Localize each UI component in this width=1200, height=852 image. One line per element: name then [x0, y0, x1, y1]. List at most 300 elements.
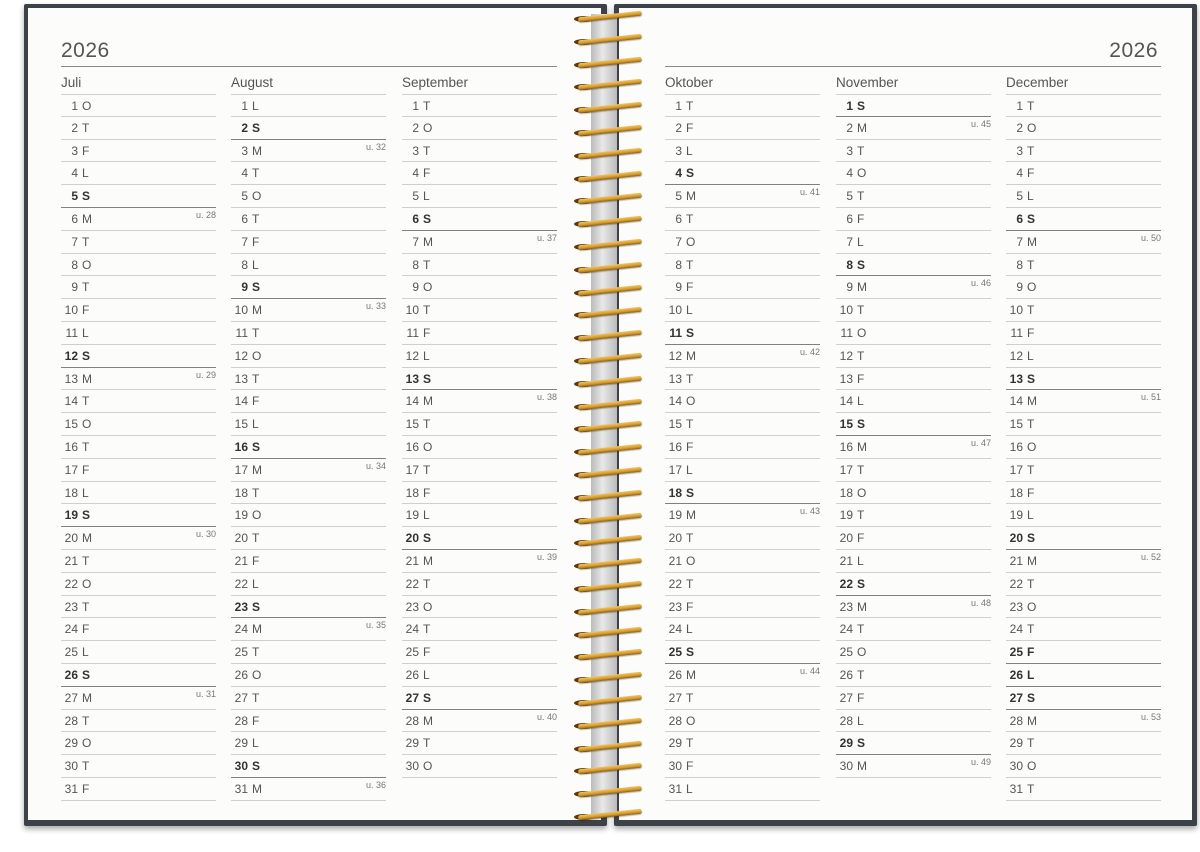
day-number: 21	[668, 553, 682, 568]
day-number: 8	[412, 257, 419, 272]
day-number: 1	[846, 99, 853, 113]
day-row[interactable]	[1006, 390, 1161, 413]
day-row[interactable]	[1006, 276, 1161, 299]
day-row[interactable]	[1006, 162, 1161, 185]
day-row[interactable]	[231, 436, 386, 459]
day-row[interactable]	[402, 459, 557, 482]
day-row[interactable]	[836, 573, 991, 596]
day-row[interactable]	[61, 162, 216, 185]
day-row[interactable]	[61, 208, 216, 231]
day-row[interactable]	[402, 732, 557, 755]
weekday-letter: O	[252, 667, 262, 682]
day-row[interactable]	[1006, 117, 1161, 140]
day-row[interactable]	[61, 459, 216, 482]
day-row[interactable]	[61, 732, 216, 755]
day-row[interactable]	[402, 276, 557, 299]
weekday-letter: L	[252, 576, 259, 591]
weekday-letter: F	[82, 143, 90, 158]
week-number: u. 39	[536, 551, 557, 562]
weekday-letter: T	[686, 576, 694, 591]
day-row[interactable]	[1006, 345, 1161, 368]
weekday-letter: T	[1027, 622, 1035, 637]
day-row[interactable]	[61, 276, 216, 299]
day-row[interactable]	[1006, 231, 1161, 254]
day-number: 2	[1016, 120, 1023, 135]
day-row[interactable]	[665, 504, 820, 527]
day-row[interactable]	[1006, 778, 1161, 801]
day-row[interactable]	[1006, 413, 1161, 436]
day-row[interactable]	[231, 618, 386, 641]
day-row[interactable]	[231, 596, 386, 619]
day-number: 18	[1009, 485, 1023, 500]
day-row[interactable]	[231, 527, 386, 550]
day-row[interactable]	[665, 299, 820, 322]
day-number: 2	[412, 120, 419, 135]
day-row[interactable]	[836, 117, 991, 140]
day-row[interactable]	[836, 459, 991, 482]
weekday-letter: S	[252, 599, 261, 614]
day-row[interactable]	[665, 413, 820, 436]
day-number: 25	[839, 645, 853, 660]
day-row[interactable]	[665, 482, 820, 505]
day-row[interactable]	[61, 755, 216, 778]
day-row[interactable]	[402, 413, 557, 436]
day-row[interactable]	[836, 345, 991, 368]
day-row[interactable]	[1006, 140, 1161, 163]
day-number: 11	[840, 325, 853, 340]
day-row[interactable]	[231, 641, 386, 664]
day-row[interactable]	[402, 687, 557, 710]
day-row[interactable]	[402, 345, 557, 368]
weekday-letter: L	[1027, 508, 1034, 523]
day-number: 6	[846, 211, 853, 226]
day-row[interactable]	[1006, 755, 1161, 778]
day-row[interactable]	[402, 254, 557, 277]
day-row[interactable]	[61, 185, 216, 208]
day-number: 23	[668, 599, 682, 614]
day-row[interactable]	[61, 504, 216, 527]
weekday-letter: T	[252, 645, 260, 660]
weekday-letter: S	[857, 417, 866, 432]
week-number: u. 47	[970, 437, 991, 448]
day-row[interactable]	[1006, 208, 1161, 231]
weekday-letter: M	[423, 553, 433, 568]
weekday-letter: F	[686, 280, 694, 295]
day-row[interactable]	[836, 368, 991, 391]
day-number: 3	[846, 143, 853, 158]
day-number: 10	[64, 303, 78, 318]
coil-ring	[574, 14, 644, 23]
day-row[interactable]	[231, 550, 386, 573]
weekday-letter: F	[1027, 645, 1035, 660]
weekday-letter: O	[423, 599, 433, 614]
day-row[interactable]	[665, 732, 820, 755]
week-number: u. 40	[536, 711, 557, 722]
weekday-letter: F	[82, 781, 90, 796]
day-number: 24	[405, 622, 419, 637]
day-row[interactable]	[231, 94, 386, 117]
day-row[interactable]	[61, 710, 216, 733]
day-number: 14	[405, 394, 419, 409]
day-row[interactable]	[665, 550, 820, 573]
day-row[interactable]	[231, 140, 386, 163]
month-name: November	[836, 75, 899, 90]
day-row[interactable]	[836, 732, 991, 755]
day-row[interactable]	[231, 778, 386, 801]
day-row[interactable]	[836, 550, 991, 573]
weekday-letter: T	[1027, 417, 1035, 432]
weekday-letter: T	[82, 234, 90, 249]
day-row[interactable]	[231, 299, 386, 322]
weekday-letter: T	[686, 417, 694, 432]
coil-ring	[574, 766, 644, 775]
day-row[interactable]	[665, 276, 820, 299]
day-row[interactable]	[231, 413, 386, 436]
day-number: 9	[675, 280, 682, 295]
day-row[interactable]	[61, 299, 216, 322]
day-row[interactable]	[231, 459, 386, 482]
day-number: 19	[234, 508, 248, 523]
day-row[interactable]	[836, 504, 991, 527]
day-row[interactable]	[665, 778, 820, 801]
day-row[interactable]	[402, 504, 557, 527]
weekday-letter: S	[423, 371, 432, 386]
day-row[interactable]	[1006, 710, 1161, 733]
day-row[interactable]	[61, 641, 216, 664]
day-row[interactable]	[402, 299, 557, 322]
day-row[interactable]	[665, 710, 820, 733]
day-row[interactable]	[665, 573, 820, 596]
day-row[interactable]	[665, 117, 820, 140]
day-row[interactable]	[61, 413, 216, 436]
day-number: 25	[668, 645, 682, 660]
week-number: u. 32	[365, 141, 386, 152]
day-row[interactable]	[402, 368, 557, 391]
day-number: 20	[839, 531, 853, 546]
day-number: 9	[412, 280, 419, 295]
day-row[interactable]	[665, 254, 820, 277]
day-row[interactable]	[402, 185, 557, 208]
day-number: 18	[668, 485, 682, 500]
coil-ring	[574, 310, 644, 319]
weekday-letter: T	[423, 303, 431, 318]
day-row[interactable]	[836, 664, 991, 687]
day-row[interactable]	[402, 550, 557, 573]
day-number: 15	[234, 417, 248, 432]
day-number: 8	[1016, 257, 1023, 272]
day-row[interactable]	[665, 162, 820, 185]
day-row[interactable]	[231, 368, 386, 391]
day-row[interactable]	[231, 482, 386, 505]
day-row[interactable]	[61, 482, 216, 505]
weekday-letter: M	[252, 462, 262, 477]
day-row[interactable]	[1006, 185, 1161, 208]
day-row[interactable]	[61, 390, 216, 413]
day-row[interactable]	[836, 208, 991, 231]
day-number: 31	[234, 781, 248, 796]
day-number: 11	[65, 325, 78, 340]
day-row[interactable]	[61, 573, 216, 596]
weekday-letter: S	[423, 211, 432, 226]
month-column-august	[231, 72, 386, 801]
day-number: 10	[839, 303, 853, 318]
day-row[interactable]	[402, 208, 557, 231]
day-row[interactable]	[61, 664, 216, 687]
day-row[interactable]	[1006, 573, 1161, 596]
day-row[interactable]	[231, 345, 386, 368]
coil-ring	[574, 242, 644, 251]
day-row[interactable]	[836, 436, 991, 459]
day-row[interactable]	[61, 527, 216, 550]
day-row[interactable]	[836, 687, 991, 710]
day-row[interactable]	[231, 185, 386, 208]
day-row[interactable]	[1006, 732, 1161, 755]
day-row[interactable]	[665, 596, 820, 619]
day-row[interactable]	[836, 322, 991, 345]
day-row[interactable]	[665, 527, 820, 550]
day-row[interactable]	[231, 687, 386, 710]
weekday-letter: T	[686, 99, 694, 113]
weekday-letter: O	[1027, 120, 1037, 135]
day-row[interactable]	[402, 436, 557, 459]
weekday-letter: S	[686, 485, 695, 500]
weekday-letter: T	[252, 690, 260, 705]
day-row[interactable]	[665, 140, 820, 163]
week-number: u. 29	[195, 369, 216, 380]
day-row[interactable]	[402, 162, 557, 185]
day-row[interactable]	[231, 276, 386, 299]
day-number: 28	[405, 713, 419, 728]
day-row[interactable]	[836, 596, 991, 619]
weekday-letter: L	[857, 234, 864, 249]
coil-ring	[574, 356, 644, 365]
day-number: 20	[405, 531, 419, 546]
day-row[interactable]	[1006, 527, 1161, 550]
day-row[interactable]	[836, 254, 991, 277]
day-row[interactable]	[231, 390, 386, 413]
day-number: 10	[1009, 303, 1023, 318]
day-row[interactable]	[402, 322, 557, 345]
day-row[interactable]	[1006, 459, 1161, 482]
day-row[interactable]	[836, 140, 991, 163]
day-row[interactable]	[61, 140, 216, 163]
day-row[interactable]	[402, 231, 557, 254]
day-row[interactable]	[402, 94, 557, 117]
coil-ring	[574, 447, 644, 456]
day-row[interactable]	[402, 618, 557, 641]
day-row[interactable]	[61, 231, 216, 254]
day-number: 18	[405, 485, 419, 500]
day-row[interactable]	[402, 710, 557, 733]
day-row[interactable]	[1006, 504, 1161, 527]
day-row[interactable]	[231, 162, 386, 185]
weekday-letter: O	[82, 417, 92, 432]
day-row[interactable]	[402, 390, 557, 413]
day-number: 22	[839, 576, 853, 591]
weekday-letter: O	[423, 280, 433, 295]
day-number: 5	[71, 189, 78, 204]
day-number: 26	[64, 667, 78, 682]
day-row[interactable]	[665, 208, 820, 231]
day-row[interactable]	[665, 345, 820, 368]
day-number: 16	[64, 439, 78, 454]
day-number: 19	[839, 508, 853, 523]
day-row[interactable]	[836, 710, 991, 733]
day-number: 23	[234, 599, 248, 614]
day-row[interactable]	[402, 117, 557, 140]
day-number: 29	[405, 736, 419, 751]
day-number: 9	[71, 280, 78, 295]
day-row[interactable]	[1006, 482, 1161, 505]
day-row[interactable]	[1006, 596, 1161, 619]
day-row[interactable]	[836, 185, 991, 208]
day-row[interactable]	[231, 208, 386, 231]
day-number: 8	[71, 257, 78, 272]
day-row[interactable]	[836, 413, 991, 436]
day-row[interactable]	[231, 322, 386, 345]
weekday-letter: T	[82, 394, 90, 409]
day-number: 8	[846, 257, 853, 272]
day-row[interactable]	[836, 276, 991, 299]
day-row[interactable]	[61, 550, 216, 573]
weekday-letter: M	[82, 531, 92, 546]
week-number: u. 53	[1140, 711, 1161, 722]
weekday-letter: F	[82, 462, 90, 477]
day-number: 31	[1009, 781, 1023, 796]
day-number: 30	[839, 759, 853, 774]
day-row[interactable]	[665, 322, 820, 345]
day-row[interactable]	[402, 573, 557, 596]
day-row[interactable]	[61, 94, 216, 117]
weekday-letter: T	[252, 485, 260, 500]
day-row[interactable]	[402, 140, 557, 163]
weekday-letter: O	[1027, 759, 1037, 774]
day-row[interactable]	[1006, 641, 1161, 664]
day-number: 28	[668, 713, 682, 728]
weekday-letter: T	[1027, 303, 1035, 318]
day-number: 30	[668, 759, 682, 774]
day-row[interactable]	[1006, 436, 1161, 459]
day-row[interactable]	[61, 618, 216, 641]
day-row[interactable]	[1006, 550, 1161, 573]
weekday-letter: S	[82, 667, 91, 682]
day-row[interactable]	[402, 527, 557, 550]
day-row[interactable]	[836, 755, 991, 778]
weekday-letter: M	[252, 622, 262, 637]
day-number: 30	[64, 759, 78, 774]
day-row[interactable]	[1006, 687, 1161, 710]
day-row[interactable]	[836, 94, 991, 117]
day-row[interactable]	[231, 254, 386, 277]
week-number: u. 46	[970, 278, 991, 289]
day-row[interactable]	[61, 345, 216, 368]
day-row[interactable]	[665, 687, 820, 710]
weekday-letter: S	[1027, 690, 1036, 705]
day-row[interactable]	[836, 482, 991, 505]
day-row[interactable]	[231, 504, 386, 527]
day-row[interactable]	[61, 117, 216, 140]
day-number: 10	[405, 303, 419, 318]
day-row[interactable]	[61, 254, 216, 277]
weekday-letter: T	[423, 143, 431, 158]
day-row[interactable]	[836, 299, 991, 322]
day-row[interactable]	[836, 641, 991, 664]
day-row[interactable]	[1006, 94, 1161, 117]
day-row[interactable]	[836, 390, 991, 413]
day-row[interactable]	[61, 436, 216, 459]
day-row[interactable]	[61, 368, 216, 391]
day-row[interactable]	[665, 390, 820, 413]
weekday-letter: M	[857, 759, 867, 774]
week-number: u. 51	[1140, 392, 1161, 403]
day-row[interactable]	[231, 755, 386, 778]
day-number: 26	[1009, 667, 1023, 682]
day-row[interactable]	[1006, 664, 1161, 687]
weekday-letter: L	[82, 645, 89, 660]
day-row[interactable]	[61, 596, 216, 619]
day-row[interactable]	[836, 527, 991, 550]
day-row[interactable]	[665, 231, 820, 254]
day-row[interactable]	[61, 778, 216, 801]
day-row[interactable]	[402, 596, 557, 619]
day-row[interactable]	[836, 231, 991, 254]
day-row[interactable]	[61, 322, 216, 345]
weekday-letter: S	[252, 759, 261, 774]
day-row[interactable]	[231, 710, 386, 733]
weekday-letter: M	[857, 120, 867, 135]
day-row[interactable]	[231, 664, 386, 687]
weekday-letter: F	[82, 303, 90, 318]
coil-ring	[574, 744, 644, 753]
day-row[interactable]	[836, 162, 991, 185]
day-row[interactable]	[665, 368, 820, 391]
day-row[interactable]	[665, 185, 820, 208]
day-row[interactable]	[1006, 368, 1161, 391]
day-row[interactable]	[665, 641, 820, 664]
day-number: 19	[405, 508, 419, 523]
day-row[interactable]	[665, 436, 820, 459]
day-number: 28	[234, 713, 248, 728]
day-row[interactable]	[231, 732, 386, 755]
day-row[interactable]	[665, 755, 820, 778]
weekday-letter: F	[423, 645, 431, 660]
day-row[interactable]	[402, 755, 557, 778]
day-row[interactable]	[665, 459, 820, 482]
day-row[interactable]	[1006, 254, 1161, 277]
day-row[interactable]	[402, 482, 557, 505]
day-row[interactable]	[1006, 322, 1161, 345]
coil-ring	[574, 82, 644, 91]
day-row[interactable]	[231, 231, 386, 254]
month-column-december	[1006, 72, 1161, 801]
day-number: 15	[64, 417, 78, 432]
weekday-letter: L	[686, 622, 693, 637]
day-row[interactable]	[61, 687, 216, 710]
day-row[interactable]	[665, 618, 820, 641]
day-row[interactable]	[665, 94, 820, 117]
day-row[interactable]	[402, 641, 557, 664]
day-row[interactable]	[1006, 618, 1161, 641]
weekday-letter: S	[252, 439, 261, 454]
day-row[interactable]	[402, 664, 557, 687]
day-row[interactable]	[231, 117, 386, 140]
day-row[interactable]	[231, 573, 386, 596]
day-row[interactable]	[665, 664, 820, 687]
week-number: u. 48	[970, 597, 991, 608]
day-row[interactable]	[836, 618, 991, 641]
day-row[interactable]	[1006, 299, 1161, 322]
weekday-letter: O	[686, 713, 696, 728]
